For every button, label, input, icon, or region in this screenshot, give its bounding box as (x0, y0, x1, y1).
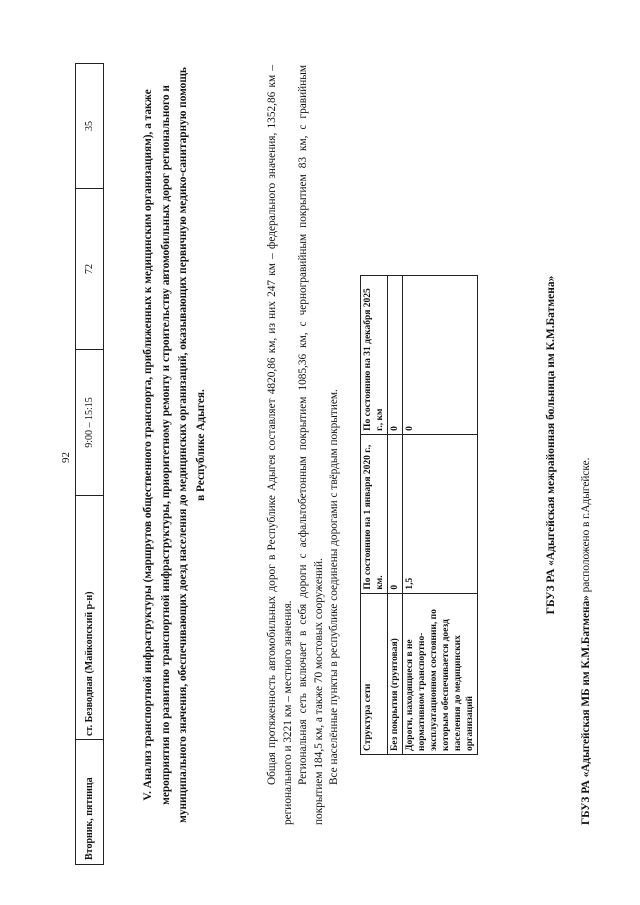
table-cell: Без покрытия (грунтовая) (388, 593, 403, 754)
table-cell: 0 (403, 276, 478, 435)
hospital-line (580, 65, 592, 825)
page-number: 92 (60, 452, 72, 463)
schedule-place: ст. Безводная (Майкопский р-н) (76, 495, 103, 740)
table-header: Структура сети (361, 593, 388, 754)
table-cell: 1,5 (403, 434, 478, 593)
table-header: По состоянию на 1 января 2020 г., км. (361, 434, 388, 593)
hospital-name: ГБУЗ РА «Адыгейская МБ им К.М.Батмена» (580, 595, 592, 825)
table-header-row (361, 276, 388, 755)
table-cell: Дороги, находящиеся в не нормативном транспортно-эксплуатационном состоянии, по которым обеспечивается доезд населения до медицинских организаций (403, 593, 478, 754)
schedule-count2: 35 (76, 63, 103, 188)
table-cell: 0 (388, 434, 403, 593)
table-row (388, 276, 403, 755)
paragraph-3: Все населённые пункты в республике соединены дорогами с твёрдым покрытием. (328, 389, 340, 785)
paragraph-2: Региональная сеть включает в себя дороги с асфальтобетонным покрытием 1085,36 км, с черногравийным покрытием 83 км, с гравийным покрытием 184,5 км, а также 70 мостовых сооружений. (297, 65, 325, 825)
table-header: По состоянию на 31 декабря 2025 г., км (361, 276, 388, 435)
schedule-day: Вторник, пятница (76, 739, 103, 864)
table-cell: 0 (388, 276, 403, 435)
table-row (403, 276, 478, 755)
section-heading: V. Анализ транспортной инфраструктуры (маршрутов общественного транспорта, приближенных к медицинским организациям), а также мероприятия по развитию транспортной инфраструктуры, приоритетному ремонту и строительству автомобильных дорог регионального и муниципального значения, обеспечивающих доезд населения до медицинских организаций, оказывающих первичную медико-санитарную помощь в Республике Адыгея. (142, 67, 207, 823)
schedule-table (75, 63, 104, 865)
hospital-title: ГБУЗ РА «Адыгейская межрайонная больница им К.М.Батмена» (545, 275, 557, 615)
paragraph-1: Общая протяженность автомобильных дорог в Республике Адыгея составляет 4820,86 км, из них 247 км – федерального значения, 1352,86 км – регионального и 3221 км – местного значения. (266, 65, 294, 825)
road-network-table (360, 275, 478, 755)
hospital-location: расположено в г.Адыгейске. (580, 457, 592, 596)
schedule-time: 9:00 – 15:15 (76, 349, 103, 495)
schedule-count1: 72 (76, 188, 103, 349)
